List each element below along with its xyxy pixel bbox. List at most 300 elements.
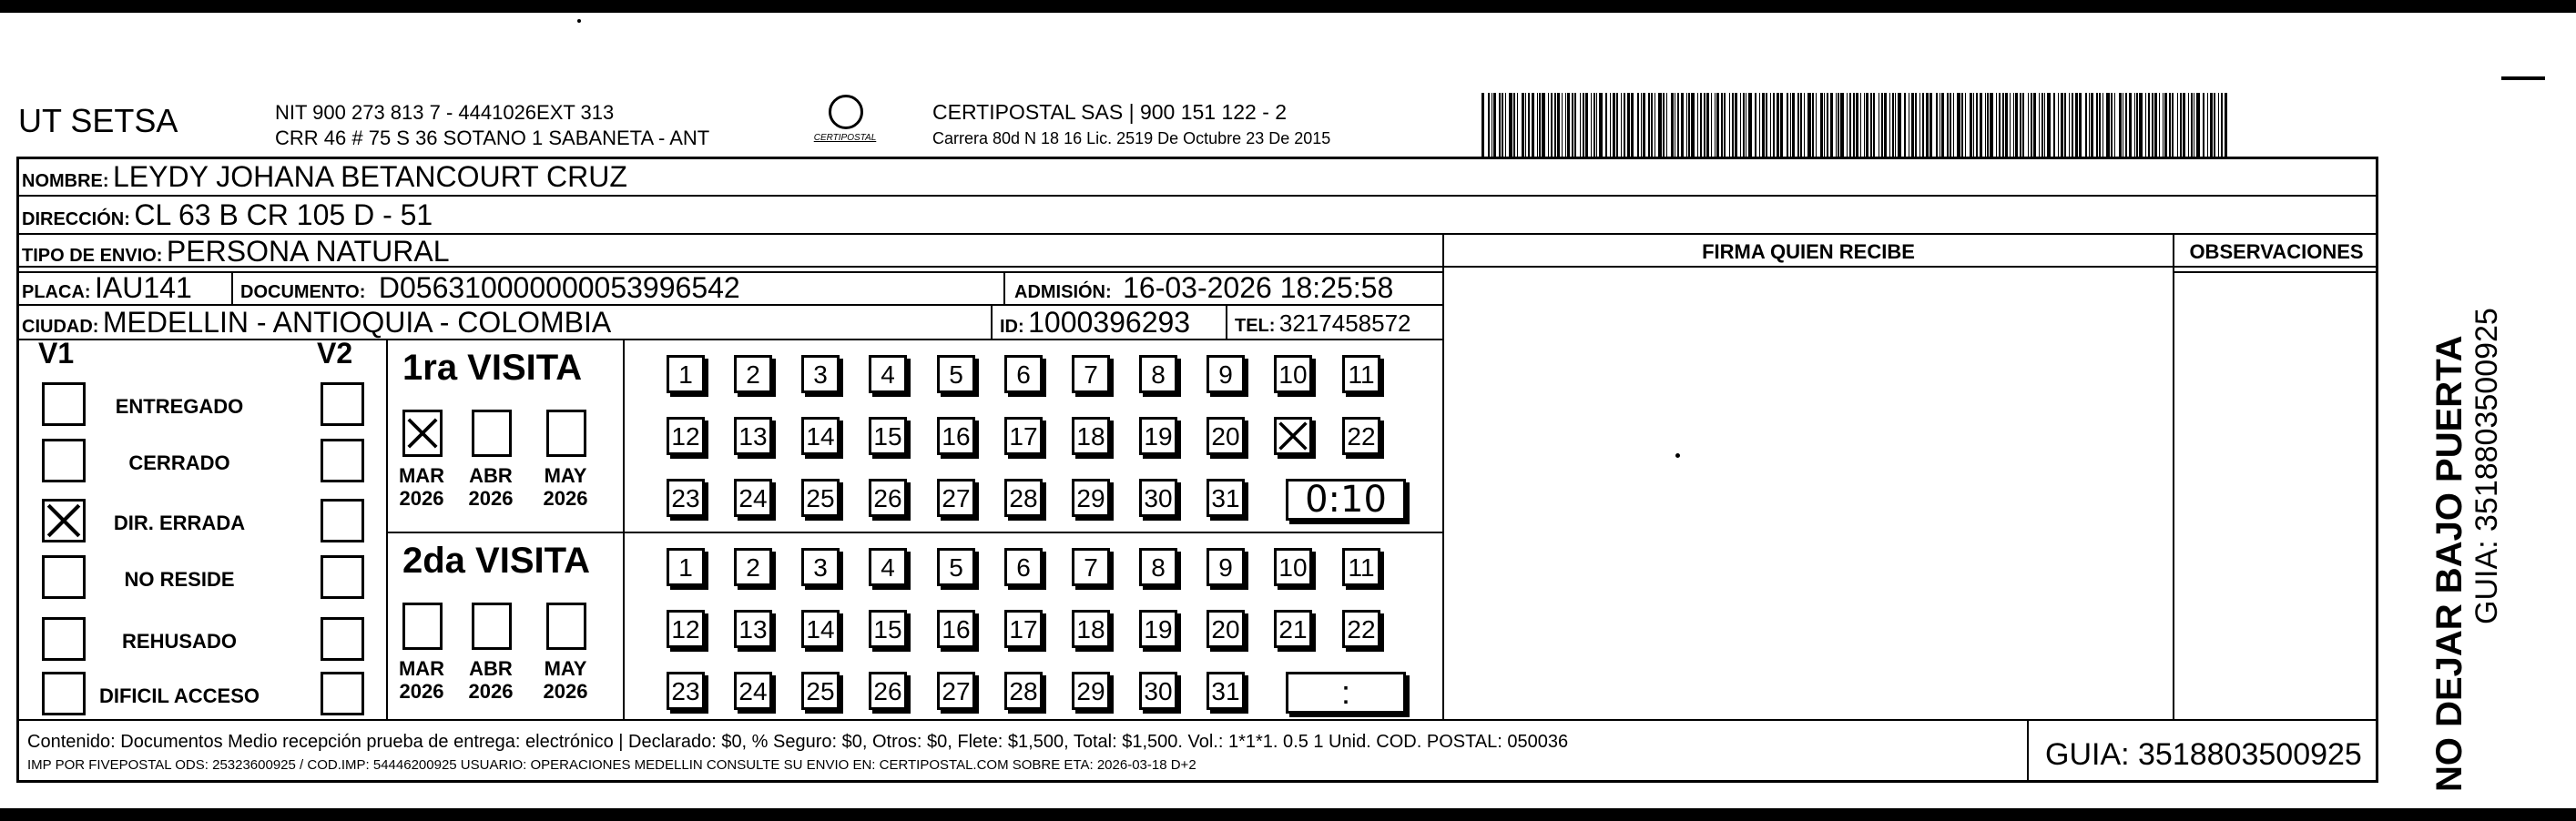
day-checkbox[interactable] [1207, 672, 1245, 710]
day-checkbox[interactable] [667, 548, 705, 586]
barcode-bar [2010, 93, 2011, 157]
rule [386, 532, 1442, 533]
day-checkbox[interactable] [667, 417, 705, 455]
day-checkbox[interactable] [1274, 548, 1312, 586]
day-number: 6 [1016, 360, 1031, 389]
day-checkbox[interactable] [869, 672, 907, 710]
day-checkbox[interactable] [937, 417, 975, 455]
side-guia-number: GUIA: 3518803500925 [2469, 308, 2504, 624]
barcode-bar [1565, 93, 1566, 157]
day-checkbox[interactable] [1342, 610, 1380, 648]
barcode-bar [1941, 93, 1944, 157]
barcode-bar [1911, 93, 1914, 157]
barcode-bar [1947, 93, 1949, 157]
barcode-bar [2148, 93, 2150, 157]
day-checkbox[interactable] [1342, 417, 1380, 455]
barcode-bar [1787, 93, 1788, 157]
day-checkbox[interactable] [1139, 479, 1177, 517]
placa-label: PLACA: [22, 282, 91, 302]
day-number: 2 [746, 360, 760, 389]
barcode-bar [2096, 93, 2098, 157]
day-checkbox[interactable] [869, 355, 907, 393]
barcode-bar [1572, 93, 1573, 157]
ciudad-value: MEDELLIN - ANTIOQUIA - COLOMBIA [102, 306, 612, 339]
day-number: 30 [1144, 677, 1173, 705]
barcode-bar [1513, 93, 1515, 157]
barcode-bar [1621, 93, 1622, 157]
day-checkbox[interactable] [734, 355, 772, 393]
day-number: 20 [1211, 422, 1240, 451]
ciudad-label: CIUDAD: [22, 317, 99, 337]
barcode-bar [2089, 93, 2090, 157]
day-checkbox[interactable] [734, 417, 772, 455]
barcode-bar [1999, 93, 2001, 157]
month-checkbox[interactable] [546, 603, 586, 650]
barcode-bar [2114, 93, 2115, 157]
barcode-bar [1562, 93, 1563, 157]
barcode-bar [2005, 93, 2008, 157]
barcode-bar [1651, 93, 1653, 157]
barcode-bar [1820, 93, 1823, 157]
day-checkbox[interactable] [1139, 417, 1177, 455]
day-checkbox[interactable] [1004, 610, 1043, 648]
month-year: 2026 [543, 487, 588, 510]
day-checkbox[interactable] [1342, 355, 1380, 393]
barcode-bar [1522, 93, 1524, 157]
rule [231, 271, 233, 304]
day-checkbox[interactable] [734, 548, 772, 586]
direccion-value: CL 63 B CR 105 D - 51 [134, 198, 433, 231]
x-mark-icon [1277, 420, 1309, 452]
time-field[interactable] [1286, 479, 1406, 521]
day-checkbox[interactable] [801, 479, 840, 517]
rule [623, 339, 625, 719]
day-checkbox[interactable] [1004, 672, 1043, 710]
barcode-bar [1915, 93, 1917, 157]
barcode-bar [1770, 93, 1771, 157]
barcode-bar [1797, 93, 1799, 157]
barcode-bar [1697, 93, 1698, 157]
day-checkbox[interactable] [869, 548, 907, 586]
signature-area[interactable] [1446, 273, 2171, 717]
day-number: 30 [1144, 484, 1173, 512]
certipostal-license: Carrera 80d N 18 16 Lic. 2519 De Octubre 23 De 2015 [932, 129, 1331, 147]
barcode-bar [2069, 93, 2070, 157]
barcode-bar [1830, 93, 1833, 157]
day-checkbox[interactable] [869, 479, 907, 517]
barcode-bar [1985, 93, 1986, 157]
day-checkbox[interactable] [667, 672, 705, 710]
day-number: 31 [1211, 677, 1240, 705]
day-checkbox[interactable] [1004, 548, 1043, 586]
barcode-bar [1961, 93, 1963, 157]
barcode-bar [1895, 93, 1896, 157]
month-name: MAY [544, 464, 587, 487]
day-number: 20 [1211, 615, 1240, 644]
barcode-bar [1926, 93, 1929, 157]
barcode-bar [1812, 93, 1814, 157]
day-checkbox[interactable] [1342, 548, 1380, 586]
logo-text: CERTIPOSTAL [813, 133, 877, 143]
barcode-bar [2210, 93, 2213, 157]
direccion-field [22, 198, 433, 232]
barcode-bar [1605, 93, 1607, 157]
barcode-bar [2044, 93, 2045, 157]
barcode-bar [1766, 93, 1767, 157]
logo-emblem-icon [829, 95, 863, 129]
barcode-bar [1800, 93, 1802, 157]
day-checkbox[interactable] [1274, 355, 1312, 393]
month-checkbox[interactable] [472, 410, 512, 457]
barcode-bar [2145, 93, 2146, 157]
v2-checkbox[interactable] [321, 439, 364, 482]
day-number: 23 [671, 484, 700, 512]
barcode-bar [1593, 93, 1595, 157]
barcode-bar [1790, 93, 1791, 157]
day-checkbox[interactable] [1207, 479, 1245, 517]
barcode-bar [1542, 93, 1545, 157]
rule [1226, 304, 1227, 339]
barcode-bar [1706, 93, 1709, 157]
day-number: 27 [942, 484, 971, 512]
barcode-bar [2058, 93, 2059, 157]
barcode-bar [2075, 93, 2078, 157]
day-number: 24 [738, 484, 768, 512]
rule [2027, 719, 2029, 783]
barcode-bar [1936, 93, 1938, 157]
barcode-bar [2172, 93, 2174, 157]
day-number: 1 [678, 553, 693, 582]
barcode-bar [2033, 93, 2036, 157]
address-line: CRR 46 # 75 S 36 SOTANO 1 SABANETA - ANT [275, 127, 710, 149]
day-number: 6 [1016, 553, 1031, 582]
barcode-bar [1663, 93, 1665, 157]
barcode-bar [2225, 93, 2227, 157]
month-label [459, 464, 523, 510]
barcode-bar [1610, 93, 1611, 157]
month-checkbox[interactable] [402, 603, 443, 650]
barcode-bar [2053, 93, 2055, 157]
barcode-bar [1711, 93, 1712, 157]
day-number: 28 [1009, 484, 1038, 512]
barcode-bar [2119, 93, 2122, 157]
barcode-bar [1666, 93, 1667, 157]
barcode-bar [1973, 93, 1974, 157]
ciudad-field [22, 306, 611, 340]
documento-field [240, 271, 740, 305]
month-year: 2026 [468, 487, 514, 510]
top-border [0, 0, 2576, 13]
barcode-bar [1881, 93, 1883, 157]
edge-mark [2501, 76, 2545, 80]
day-number: 3 [813, 360, 828, 389]
day-checkbox[interactable] [1139, 672, 1177, 710]
barcode-bar [2129, 93, 2132, 157]
barcode-bar [1840, 93, 1844, 157]
day-number: 4 [881, 553, 895, 582]
month-checkbox[interactable] [472, 603, 512, 650]
v2-checkbox[interactable] [321, 555, 364, 599]
day-checkbox[interactable] [1004, 355, 1043, 393]
barcode-bar [1505, 93, 1506, 157]
day-checkbox[interactable] [734, 479, 772, 517]
day-checkbox[interactable] [801, 610, 840, 648]
direccion-label: DIRECCIÓN: [22, 209, 130, 229]
barcode-bar [1773, 93, 1775, 157]
barcode-bar [1554, 93, 1556, 157]
barcode-bar [1922, 93, 1924, 157]
barcode-bar [1892, 93, 1894, 157]
v2-checkbox[interactable] [321, 672, 364, 715]
barcode-bar [2028, 93, 2029, 157]
barcode-bar [1827, 93, 1828, 157]
v2-checkbox[interactable] [321, 499, 364, 542]
day-checkbox[interactable] [1207, 548, 1245, 586]
barcode-bar [1743, 93, 1745, 157]
barcode-bar [1481, 93, 1484, 157]
barcode-bar [1970, 93, 1972, 157]
v2-checkbox[interactable] [321, 617, 364, 661]
barcode-bar [2091, 93, 2093, 157]
barcode-bar [2180, 93, 2182, 157]
day-checkbox[interactable] [869, 417, 907, 455]
observaciones-header: OBSERVACIONES [2189, 240, 2364, 263]
id-value: 1000396293 [1028, 306, 1191, 339]
status-label: DIFICIL ACCESO [98, 684, 260, 707]
time-value: 0:10 [1305, 479, 1387, 521]
barcode-bar [1856, 93, 1858, 157]
day-checkbox[interactable] [667, 355, 705, 393]
month-checkbox[interactable] [546, 410, 586, 457]
nombre-label: NOMBRE: [22, 171, 109, 191]
documento-value: D056310000000053996542 [378, 271, 740, 304]
barcode-bar [1849, 93, 1851, 157]
barcode-bar [1807, 93, 1811, 157]
observations-area[interactable] [2176, 273, 2377, 717]
day-checkbox[interactable] [1139, 355, 1177, 393]
day-number: 10 [1278, 553, 1308, 582]
month-label [459, 657, 523, 703]
barcode-bar [1493, 93, 1496, 157]
barcode-bar [1488, 93, 1490, 157]
barcode-bar [1780, 93, 1783, 157]
day-checkbox[interactable] [801, 548, 840, 586]
day-checkbox[interactable] [1072, 479, 1110, 517]
day-checkbox[interactable] [1072, 355, 1110, 393]
rule [1442, 233, 1444, 719]
tipo-value: PERSONA NATURAL [166, 235, 450, 268]
barcode-bar [2020, 93, 2021, 157]
certipostal-nit: CERTIPOSTAL SAS | 900 151 122 - 2 [932, 100, 1288, 124]
status-label: CERRADO [128, 451, 230, 474]
barcode-bar [2085, 93, 2087, 157]
barcode-bar [2196, 93, 2200, 157]
barcode-bar [1677, 93, 1679, 157]
day-checkbox[interactable] [1207, 355, 1245, 393]
placa-field [22, 271, 192, 305]
day-checkbox[interactable] [734, 672, 772, 710]
imp-text: IMP POR FIVEPOSTAL ODS: 25323600925 / COD.IMP: 54446200925 USUARIO: OPERACIONES MEDELLIN CONSULTE SU ENVIO EN: CERTIPOSTAL.COM SOBRE ETA: 2026-03-18 D+2 [27, 757, 1196, 773]
day-checkbox[interactable] [937, 479, 975, 517]
barcode-bar [2106, 93, 2110, 157]
barcode [1481, 93, 2230, 157]
barcode-bar [1980, 93, 1982, 157]
nombre-value: LEYDY JOHANA BETANCOURT CRUZ [113, 160, 627, 193]
barcode-bar [1904, 93, 1906, 157]
day-checkbox[interactable] [734, 610, 772, 648]
barcode-bar [1860, 93, 1861, 157]
day-checkbox[interactable] [937, 548, 975, 586]
day-checkbox[interactable] [1004, 417, 1043, 455]
barcode-bar [2214, 93, 2215, 157]
month-label [390, 464, 453, 510]
id-field [1000, 306, 1190, 340]
day-number: 24 [738, 677, 768, 705]
barcode-bar [2022, 93, 2024, 157]
day-number: 29 [1076, 677, 1105, 705]
day-checkbox[interactable] [801, 672, 840, 710]
day-checkbox[interactable] [667, 610, 705, 648]
day-number: 27 [942, 677, 971, 705]
barcode-bar [1748, 93, 1752, 157]
month-label [534, 464, 597, 510]
barcode-bar [1889, 93, 1890, 157]
month-label [534, 657, 597, 703]
day-number: 7 [1084, 553, 1098, 582]
barcode-bar [1759, 93, 1760, 157]
day-checkbox[interactable] [1139, 548, 1177, 586]
barcode-bar [1950, 93, 1951, 157]
barcode-bar [2188, 93, 2189, 157]
day-checkbox[interactable] [1274, 417, 1312, 455]
v2-header: V2 [317, 337, 353, 370]
day-number: 19 [1144, 422, 1173, 451]
day-number: 5 [949, 553, 963, 582]
barcode-bar [2041, 93, 2043, 157]
month-name: ABR [469, 464, 513, 487]
barcode-bar [1686, 93, 1687, 157]
barcode-bar [1987, 93, 1989, 157]
barcode-bar [1567, 93, 1570, 157]
barcode-bar [2163, 93, 2164, 157]
month-year: 2026 [399, 487, 444, 510]
barcode-bar [1580, 93, 1581, 157]
day-checkbox[interactable] [801, 355, 840, 393]
tel-label: TEL: [1235, 316, 1276, 336]
certipostal-logo [809, 95, 881, 151]
barcode-bar [1816, 93, 1817, 157]
barcode-bar [1898, 93, 1901, 157]
day-checkbox[interactable] [1207, 610, 1245, 648]
day-checkbox[interactable] [937, 672, 975, 710]
barcode-bar [2207, 93, 2208, 157]
barcode-bar [2136, 93, 2138, 157]
tipo-field [22, 235, 450, 269]
day-checkbox[interactable] [1072, 548, 1110, 586]
barcode-bar [2203, 93, 2204, 157]
day-checkbox[interactable] [801, 417, 840, 455]
barcode-bar [1715, 93, 1716, 157]
day-checkbox[interactable] [1274, 610, 1312, 648]
day-checkbox[interactable] [937, 610, 975, 648]
barcode-bar [1671, 93, 1674, 157]
day-checkbox[interactable] [667, 479, 705, 517]
day-checkbox[interactable] [1207, 417, 1245, 455]
barcode-bar [1873, 93, 1875, 157]
placa-value: IAU141 [95, 271, 192, 304]
barcode-bar [1499, 93, 1501, 157]
barcode-bar [1755, 93, 1756, 157]
month-label [390, 657, 453, 703]
barcode-bar [2177, 93, 2178, 157]
time-field[interactable] [1286, 672, 1406, 714]
barcode-bar [2031, 93, 2032, 157]
barcode-bar [1525, 93, 1526, 157]
barcode-bar [1551, 93, 1553, 157]
day-number: 25 [806, 677, 835, 705]
day-number: 1 [678, 360, 693, 389]
day-number: 8 [1151, 553, 1166, 582]
day-number: 8 [1151, 360, 1166, 389]
barcode-bar [2099, 93, 2101, 157]
barcode-bar [1681, 93, 1684, 157]
month-name: ABR [469, 657, 513, 680]
barcode-bar [2164, 93, 2167, 157]
day-number: 26 [873, 677, 902, 705]
barcode-bar [1884, 93, 1887, 157]
barcode-bar [1641, 93, 1642, 157]
day-number: 12 [671, 422, 700, 451]
day-checkbox[interactable] [869, 610, 907, 648]
barcode-bar [1517, 93, 1518, 157]
barcode-bar [2061, 93, 2063, 157]
barcode-bar [1658, 93, 1662, 157]
barcode-bar [1866, 93, 1868, 157]
barcode-bar [1627, 93, 1630, 157]
barcode-bar [1919, 93, 1920, 157]
scan-dot [577, 19, 581, 23]
barcode-bar [2139, 93, 2143, 157]
time-value: : [1340, 674, 1350, 711]
day-number: 29 [1076, 484, 1105, 512]
rule [2173, 233, 2174, 719]
month-checkbox[interactable] [402, 410, 443, 457]
day-checkbox[interactable] [1004, 479, 1043, 517]
nombre-field [22, 160, 627, 194]
barcode-bar [1716, 93, 1719, 157]
day-number: 19 [1144, 615, 1173, 644]
day-checkbox[interactable] [1072, 610, 1110, 648]
visit-title: 2da VISITA [402, 541, 590, 581]
day-checkbox[interactable] [1072, 672, 1110, 710]
day-checkbox[interactable] [1139, 610, 1177, 648]
day-number: 26 [873, 484, 902, 512]
day-number: 18 [1076, 422, 1105, 451]
barcode-bar [1557, 93, 1560, 157]
firma-header: FIRMA QUIEN RECIBE [1702, 240, 1915, 263]
rule [991, 304, 993, 339]
barcode-bar [1735, 93, 1737, 157]
barcode-bar [1591, 93, 1592, 157]
v2-checkbox[interactable] [321, 382, 364, 426]
day-checkbox[interactable] [1072, 417, 1110, 455]
day-checkbox[interactable] [937, 355, 975, 393]
day-number: 11 [1348, 360, 1375, 389]
barcode-bar [2183, 93, 2185, 157]
barcode-bar [1599, 93, 1603, 157]
barcode-bar [2039, 93, 2040, 157]
day-number: 16 [942, 615, 971, 644]
